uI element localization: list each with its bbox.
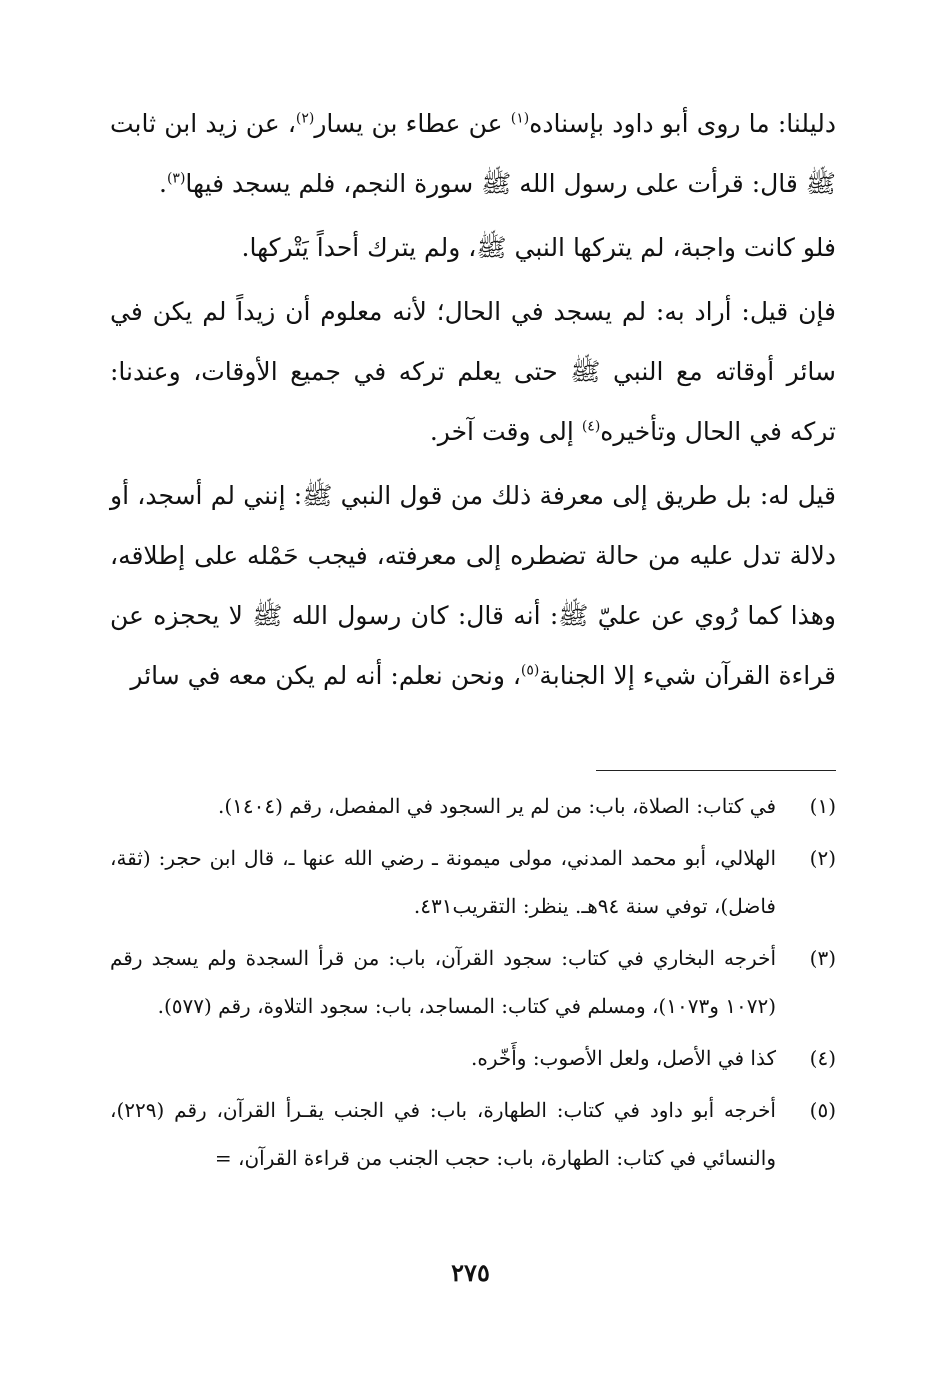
footnote-text: كذا في الأصل، ولعل الأصوب: وأَخّره. bbox=[471, 1046, 776, 1070]
footnote-ref-3: (٣) bbox=[166, 170, 186, 187]
main-text bbox=[110, 94, 836, 706]
footnote-5 bbox=[110, 1086, 836, 1182]
footnote-text: أخرجه البخاري في كتاب: سجود القرآن، باب: من قرأ السجدة ولم يسجد رقم (١٠٧٢ و١٠٧٣)، ومسلم في كتاب: المساجد، باب: سجود التلاوة، رقم (٥٧٧). bbox=[110, 946, 776, 1018]
paragraph-4-text-a: قيل له: بل طريق إلى معرفة ذلك من قول النبي ﷺ: إنني لم أسجد، أو دلالة تدل عليه من حالة تضطره إلى معرفته، فيجب حَمْله على إطلاقه، وهذا كما رُوي عن عليّ ﷺ: أنه قال: كان رسول الله ﷺ لا يحجزه عن قراءة القرآن شيء إلا الجنابة bbox=[110, 481, 836, 690]
footnote-text: أخرجه أبو داود في كتاب: الطهارة، باب: في الجنب يقـرأ القرآن، رقم (٢٢٩)، والنسائي في كتاب: الطهارة، باب: حجب الجنب من قراءة القرآن، = bbox=[110, 1098, 776, 1170]
page-number: ٢٧٥ bbox=[451, 1258, 490, 1287]
paragraph-2: فلو كانت واجبة، لم يتركها النبي ﷺ، ولم يترك أحداً يَتْركها. bbox=[241, 233, 836, 262]
paragraph-1-text-d: . bbox=[159, 169, 167, 198]
footnote-number: (٥) bbox=[809, 1098, 836, 1122]
paragraph-4-text-b: ، ونحن نعلم: أنه لم يكن معه في سائر bbox=[130, 661, 521, 690]
footnote-separator bbox=[596, 770, 836, 771]
footnote-ref-2: (٢) bbox=[295, 110, 315, 127]
footnote-3 bbox=[110, 934, 836, 1030]
paragraph-1-text-a: دليلنا: ما روى أبو داود بإسناده bbox=[529, 109, 836, 138]
paragraph-4 bbox=[110, 466, 836, 706]
footnote-2 bbox=[110, 834, 836, 930]
footnote-number: (١) bbox=[809, 794, 836, 818]
footnote-1 bbox=[110, 782, 836, 830]
footnote-ref-4: (٤) bbox=[581, 418, 601, 435]
footnote-4 bbox=[110, 1034, 836, 1082]
footnotes bbox=[110, 782, 836, 1186]
paragraph-3-text-b: إلى وقت آخر. bbox=[429, 417, 582, 446]
paragraph-3-text-a: فإن قيل: أراد به: لم يسجد في الحال؛ لأنه معلوم أن زيداً لم يكن في سائر أوقاته مع النبي ﷺ حتى يعلم تركه في جميع الأوقات، وعندنا: تركه في الحال وتأخيره bbox=[110, 297, 836, 446]
paragraph-1 bbox=[110, 94, 836, 214]
footnote-text: الهلالي، أبو محمد المدني، مولى ميمونة ـ رضي الله عنها ـ، قال ابن حجر: (ثقة، فاضل)، توفي سنة ٩٤هـ. ينظر: التقريب٤٣١. bbox=[110, 846, 776, 918]
paragraph-1-text-b: عن عطاء بن يسار bbox=[314, 109, 511, 138]
footnote-number: (٢) bbox=[809, 846, 836, 870]
paragraph-3 bbox=[110, 282, 836, 462]
footnote-number: (٣) bbox=[809, 946, 836, 970]
footnote-ref-1: (١) bbox=[510, 110, 530, 127]
paragraph-1-text-c: ، عن زيد ابن ثابت ﷺ قال: قرأت على رسول الله ﷺ سورة النجم، فلم يسجد فيها bbox=[110, 109, 836, 198]
footnote-text: في كتاب: الصلاة، باب: من لم ير السجود في المفصل، رقم (١٤٠٤). bbox=[217, 794, 776, 818]
footnote-number: (٤) bbox=[809, 1046, 836, 1070]
footnote-ref-5: (٥) bbox=[520, 662, 540, 679]
